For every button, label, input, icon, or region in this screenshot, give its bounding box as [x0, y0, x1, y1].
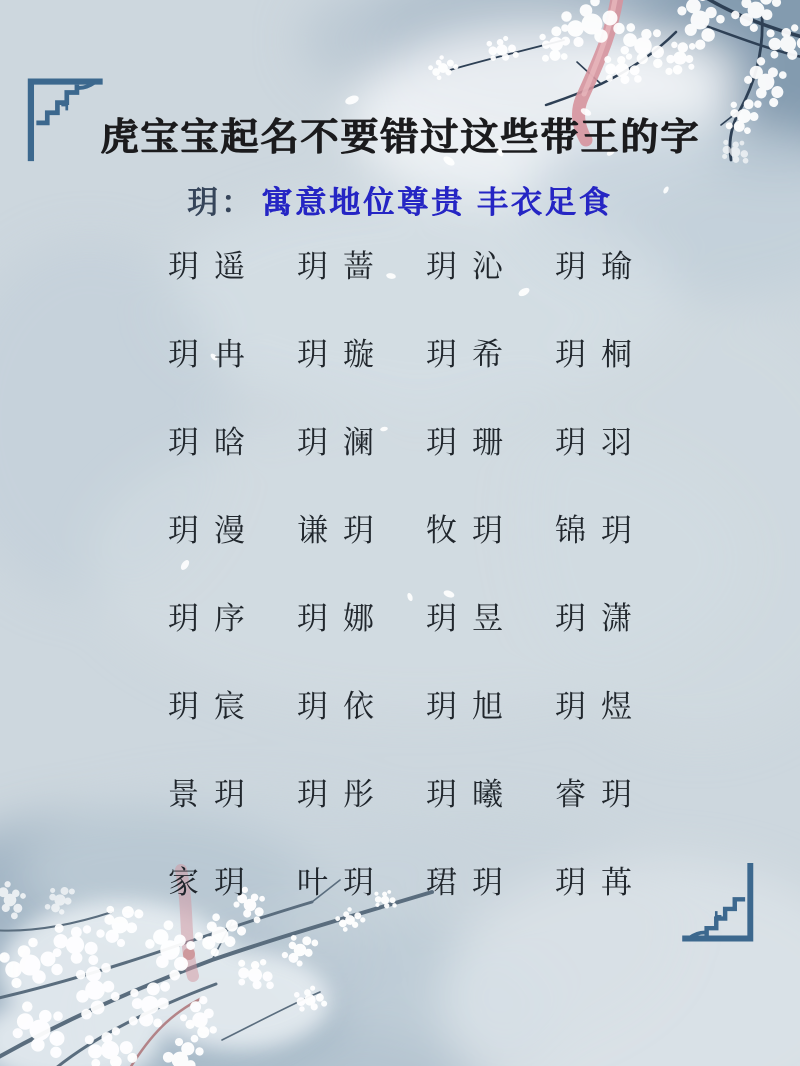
name-item: 玥依	[297, 689, 389, 724]
name-item: 玥沁	[426, 249, 518, 284]
name-item: 玥昱	[426, 601, 518, 636]
name-item: 谦玥	[297, 513, 389, 548]
name-item: 玥晗	[168, 425, 260, 460]
name-list	[0, 250, 800, 900]
name-item: 玥漫	[168, 513, 260, 548]
name-item: 玥澜	[297, 425, 389, 460]
name-item: 玥蔷	[297, 249, 389, 284]
name-item: 锦玥	[555, 513, 647, 548]
subtitle-character-label: 玥：	[187, 185, 256, 220]
name-item: 玥珊	[426, 425, 518, 460]
name-item: 玥瑜	[555, 249, 647, 284]
name-item: 牧玥	[426, 513, 518, 548]
subtitle	[0, 177, 800, 222]
name-item: 睿玥	[555, 777, 647, 812]
name-item: 景玥	[168, 777, 260, 812]
name-row	[168, 777, 647, 812]
name-item: 玥娜	[297, 601, 389, 636]
subtitle-meaning-text: 寓意地位尊贵 丰衣足食	[261, 185, 613, 220]
name-row	[168, 249, 647, 284]
name-row	[168, 513, 647, 548]
name-item: 玥宸	[168, 689, 260, 724]
name-row	[168, 601, 647, 636]
name-row	[168, 865, 647, 900]
name-item: 珺玥	[426, 865, 518, 900]
name-item: 玥遥	[168, 249, 260, 284]
name-row	[168, 689, 647, 724]
name-item: 玥潇	[555, 601, 647, 636]
name-item: 玥冉	[168, 337, 260, 372]
name-item: 玥苒	[555, 865, 647, 900]
name-item: 玥璇	[297, 337, 389, 372]
name-item: 家玥	[168, 865, 260, 900]
name-row	[168, 337, 647, 372]
name-row	[168, 425, 647, 460]
name-item: 玥羽	[555, 425, 647, 460]
name-item: 玥旭	[426, 689, 518, 724]
name-item: 玥希	[426, 337, 518, 372]
name-item: 玥煜	[555, 689, 647, 724]
page-title: 虎宝宝起名不要错过这些带王的字	[99, 117, 700, 159]
name-item: 玥序	[168, 601, 260, 636]
name-item: 玥桐	[555, 337, 647, 372]
name-item: 叶玥	[297, 865, 389, 900]
name-item: 玥彤	[297, 777, 389, 812]
name-item: 玥曦	[426, 777, 518, 812]
